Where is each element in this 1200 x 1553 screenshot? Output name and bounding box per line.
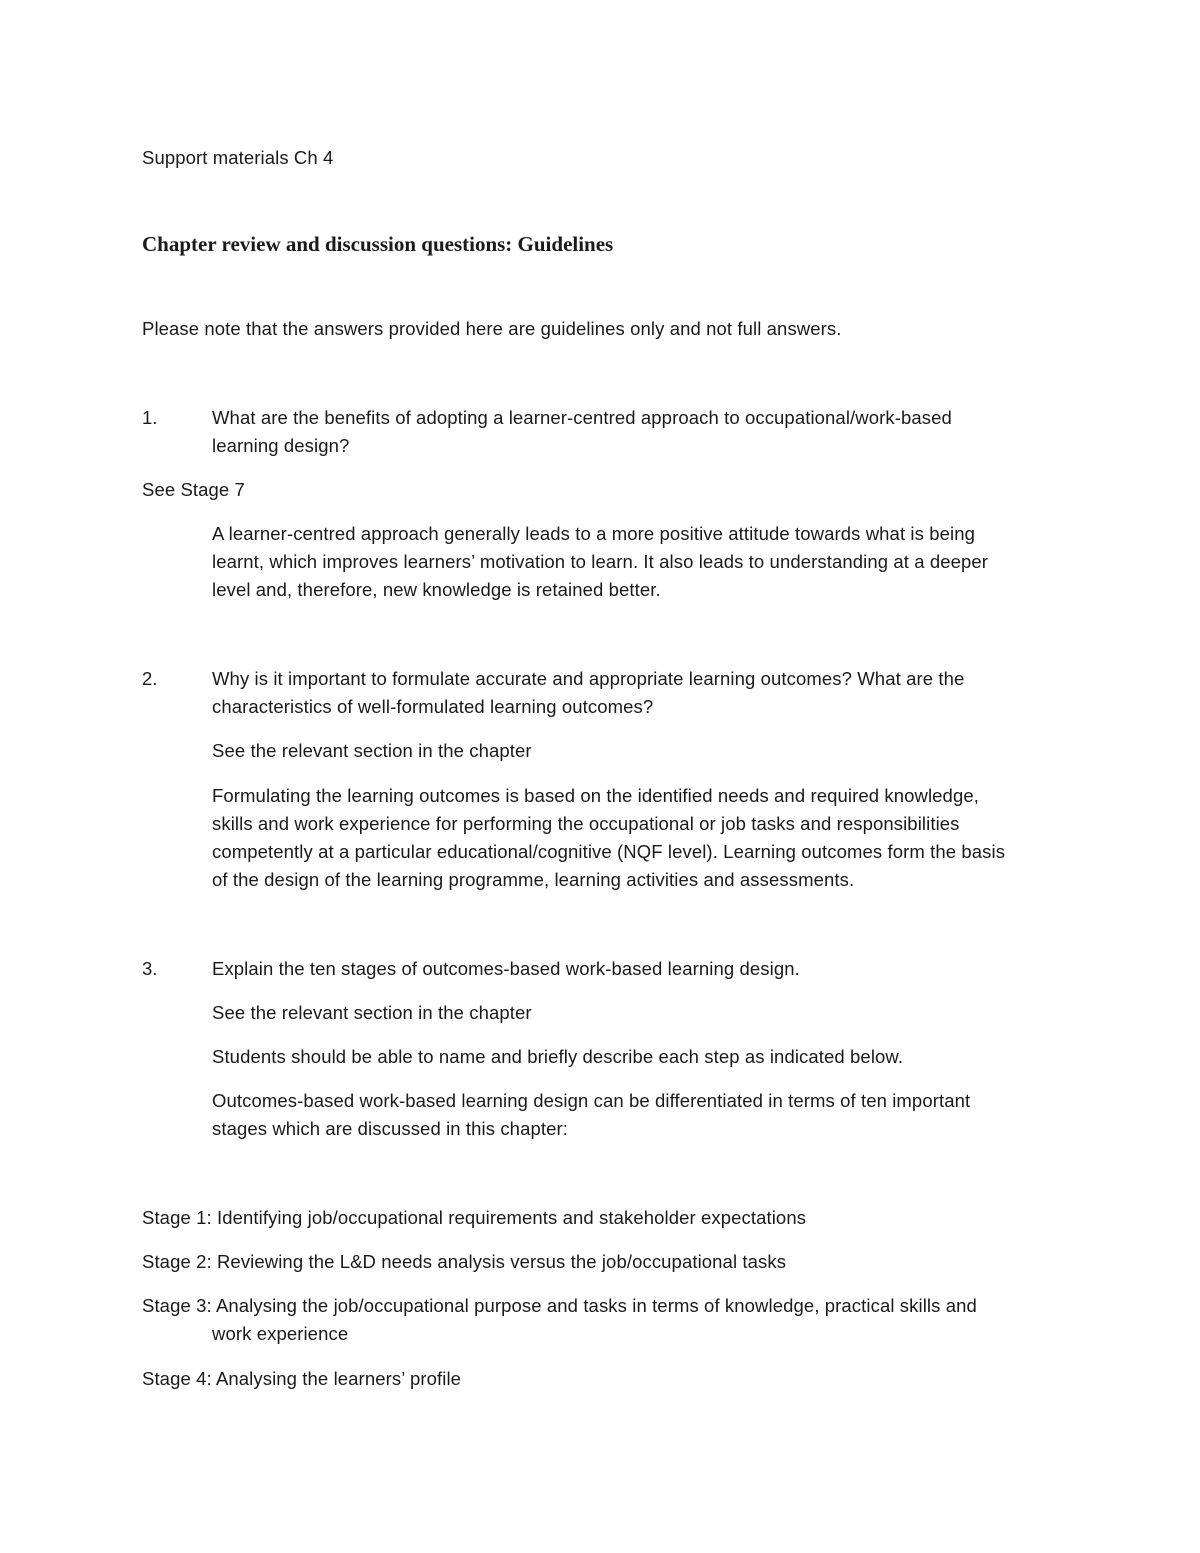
stage-4-text: Analysing the learners’ profile [215, 1368, 462, 1389]
guideline-note: Please note that the answers provided here are guidelines only and not full answers. [142, 318, 842, 339]
stage-1-item [142, 1204, 806, 1232]
question-2-answer-line-3: competently at a particular educational/cognitive (NQF level). Learning outcomes form the basis [212, 841, 1006, 862]
question-2-answer-line-1: Formulating the learning outcomes is based on the identified needs and required knowledge, [212, 785, 979, 806]
question-3-answer-line-2: stages which are discussed in this chapter: [212, 1118, 568, 1139]
question-1-text-line-2: learning design? [212, 435, 350, 456]
question-2-answer-line-2: skills and work experience for performing the occupational or job tasks and responsibilities [212, 813, 960, 834]
stage-1-label: Stage 1: [142, 1207, 212, 1228]
stage-3-item [142, 1292, 977, 1320]
stage-3-text-line-2: work experience [212, 1323, 349, 1344]
question-2-reference: See the relevant section in the chapter [212, 740, 532, 761]
stage-4-label: Stage 4: [142, 1368, 212, 1389]
question-1-number: 1. [142, 407, 158, 428]
stage-3-text-line-1: Analysing the job/occupational purpose and tasks in terms of knowledge, practical skills and [215, 1295, 977, 1316]
question-3-answer-intro: Students should be able to name and briefly describe each step as indicated below. [212, 1046, 904, 1067]
question-2-answer-line-4: of the design of the learning programme, learning activities and assessments. [212, 869, 855, 890]
question-1-text-line-1: What are the benefits of adopting a learner-centred approach to occupational/work-based [212, 407, 952, 428]
question-2-text-line-2: characteristics of well-formulated learning outcomes? [212, 696, 654, 717]
stage-4-item [142, 1365, 461, 1393]
question-3-number: 3. [142, 958, 158, 979]
stage-2-text: Reviewing the L&D needs analysis versus the job/occupational tasks [216, 1251, 787, 1272]
stage-2-label: Stage 2: [142, 1251, 212, 1272]
question-3-text-line-1: Explain the ten stages of outcomes-based work-based learning design. [212, 958, 800, 979]
stage-2-item [142, 1248, 786, 1276]
question-3-reference: See the relevant section in the chapter [212, 1002, 532, 1023]
stage-3-label: Stage 3: [142, 1295, 212, 1316]
question-1-answer-line-2: learnt, which improves learners’ motivation to learn. It also leads to understanding at a deeper [212, 551, 989, 572]
question-1-answer-line-1: A learner-centred approach generally leads to a more positive attitude towards what is being [212, 523, 975, 544]
doc-header-label: Support materials Ch 4 [142, 147, 334, 168]
question-1-reference: See Stage 7 [142, 479, 245, 500]
question-2-number: 2. [142, 668, 158, 689]
question-2-text-line-1: Why is it important to formulate accurate and appropriate learning outcomes? What are the [212, 668, 965, 689]
question-1-answer-line-3: level and, therefore, new knowledge is retained better. [212, 579, 661, 600]
question-3-answer-line-1: Outcomes-based work-based learning design can be differentiated in terms of ten important [212, 1090, 971, 1111]
page-title: Chapter review and discussion questions: Guidelines [142, 232, 614, 256]
stage-1-text: Identifying job/occupational requirements and stakeholder expectations [216, 1207, 807, 1228]
